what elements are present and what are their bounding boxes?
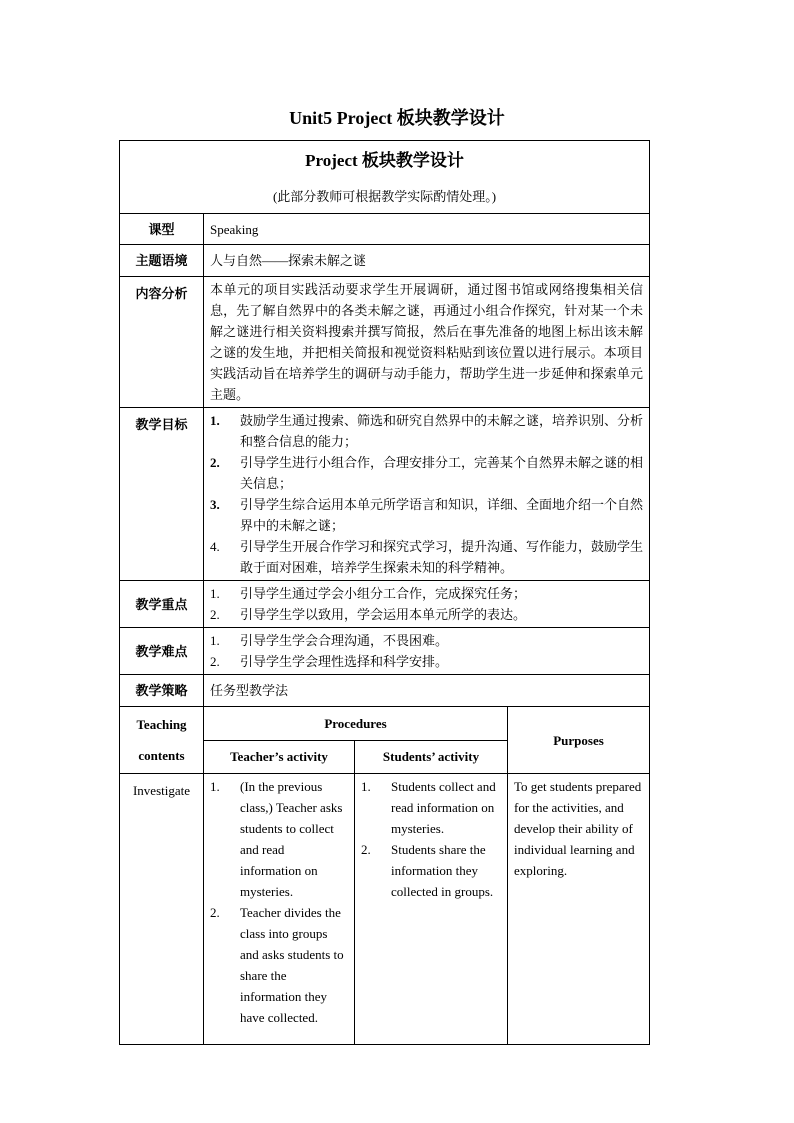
label-strategy: 教学策略 — [120, 675, 204, 707]
banner-row — [120, 141, 650, 214]
list-number: 2. — [210, 455, 220, 470]
list-text: Students share the information they collected in groups. — [391, 842, 494, 899]
label-theme: 主题语境 — [120, 245, 204, 277]
value-analysis: 本单元的项目实践活动要求学生开展调研，通过图书馆或网络搜集相关信息，先了解自然界中的各类未解之谜，再通过小组合作探究，针对某一个未解之谜进行相关资料搜索并撰写简报，然后在事先准备的地图上标出该未解之谜的发生地，并把相关简报和视觉资料粘贴到该位置以进行展示。本项目实践活动旨在培养学生的调研与动手能力，帮助学生进一步延伸和探索单元主题。 — [204, 277, 650, 408]
list-text: Teacher divides the class into groups and asks students to share the information they have collected. — [240, 905, 344, 1025]
label-analysis: 内容分析 — [120, 277, 204, 408]
list-item — [210, 583, 643, 604]
value-key-points — [204, 581, 650, 628]
list-item — [210, 902, 348, 1028]
key-points-list — [210, 583, 643, 625]
document-title: Unit5 Project 板块教学设计 — [289, 108, 505, 128]
list-number: 1. — [210, 779, 220, 794]
label-type: 课型 — [120, 214, 204, 245]
list-number: 3. — [210, 497, 220, 512]
list-number: 2. — [210, 654, 220, 669]
list-text: 引导学生学会理性选择和科学安排。 — [240, 654, 449, 669]
list-number: 1. — [361, 779, 371, 794]
value-theme: 人与自然——探索未解之谜 — [204, 245, 650, 277]
list-number: 2. — [210, 607, 220, 622]
row-key-points — [120, 581, 650, 628]
purpose-cell: To get students prepared for the activities, and develop their ability of individual learning and exploring. — [508, 774, 650, 1045]
list-item — [210, 452, 643, 494]
row-theme — [120, 245, 650, 277]
row-analysis — [120, 277, 650, 408]
list-text: Students collect and read information on mysteries. — [391, 779, 496, 836]
list-text: 引导学生通过学会小组分工合作，完成探究任务； — [240, 586, 527, 601]
procedure-row-investigate — [120, 774, 650, 1045]
list-text: 鼓励学生通过搜索、筛选和研究自然界中的未解之谜，培养识别、分析和整合信息的能力； — [240, 413, 644, 449]
list-item — [210, 410, 643, 452]
students-activity-header: Students’ activity — [355, 740, 508, 774]
lesson-plan-table — [119, 140, 650, 1045]
banner-title: Project 板块教学设计 — [305, 151, 464, 170]
list-number: 1. — [210, 586, 220, 601]
list-text: 引导学生学以致用，学会运用本单元所学的表达。 — [240, 607, 527, 622]
teaching-contents-header — [120, 707, 204, 774]
students-activity-list — [361, 776, 501, 902]
list-item — [210, 494, 643, 536]
row-strategy — [120, 675, 650, 707]
value-type: Speaking — [204, 214, 650, 245]
label-key-points: 教学重点 — [120, 581, 204, 628]
list-text: 引导学生进行小组合作，合理安排分工，完善某个自然界未解之谜的相关信息； — [240, 455, 644, 491]
list-text: 引导学生学会合理沟通，不畏困难。 — [240, 633, 449, 648]
value-difficulties — [204, 628, 650, 675]
difficulties-list — [210, 630, 643, 672]
label-goals: 教学目标 — [120, 408, 204, 581]
goals-list — [210, 410, 643, 578]
row-type — [120, 214, 650, 245]
banner-note: (此部分教师可根据教学实际酌情处理。) — [272, 189, 497, 204]
row-difficulties — [120, 628, 650, 675]
purposes-header: Purposes — [508, 707, 650, 774]
procedure-header-row-1 — [120, 707, 650, 741]
list-number: 4. — [210, 539, 220, 554]
list-number: 2. — [361, 842, 371, 857]
procedures-header: Procedures — [204, 707, 508, 741]
list-item — [210, 651, 643, 672]
list-text: (In the previous class,) Teacher asks students to collect and read information on mysteries. — [240, 779, 343, 899]
list-item — [210, 536, 643, 578]
value-strategy: 任务型教学法 — [204, 675, 650, 707]
list-item — [361, 839, 501, 902]
teaching-contents-label-2: contents — [138, 748, 185, 763]
list-number: 2. — [210, 905, 220, 920]
teaching-contents-label-1: Teaching — [136, 717, 187, 732]
teacher-activity-cell — [204, 774, 355, 1045]
list-text: 引导学生开展合作学习和探究式学习，提升沟通、写作能力，鼓励学生敢于面对困难，培养学生探索未知的科学精神。 — [240, 539, 644, 575]
list-item — [210, 604, 643, 625]
list-text: 引导学生综合运用本单元所学语言和知识，详细、全面地介绍一个自然界中的未解之谜； — [240, 497, 644, 533]
stage-name: Investigate — [120, 774, 204, 1045]
list-item — [210, 630, 643, 651]
list-item — [210, 776, 348, 902]
value-goals — [204, 408, 650, 581]
teacher-activity-header: Teacher’s activity — [204, 740, 355, 774]
list-item — [361, 776, 501, 839]
banner-cell — [120, 141, 650, 214]
teacher-activity-list — [210, 776, 348, 1028]
label-difficulties: 教学难点 — [120, 628, 204, 675]
students-activity-cell — [355, 774, 508, 1045]
row-goals — [120, 408, 650, 581]
list-number: 1. — [210, 633, 220, 648]
list-number: 1. — [210, 413, 220, 428]
